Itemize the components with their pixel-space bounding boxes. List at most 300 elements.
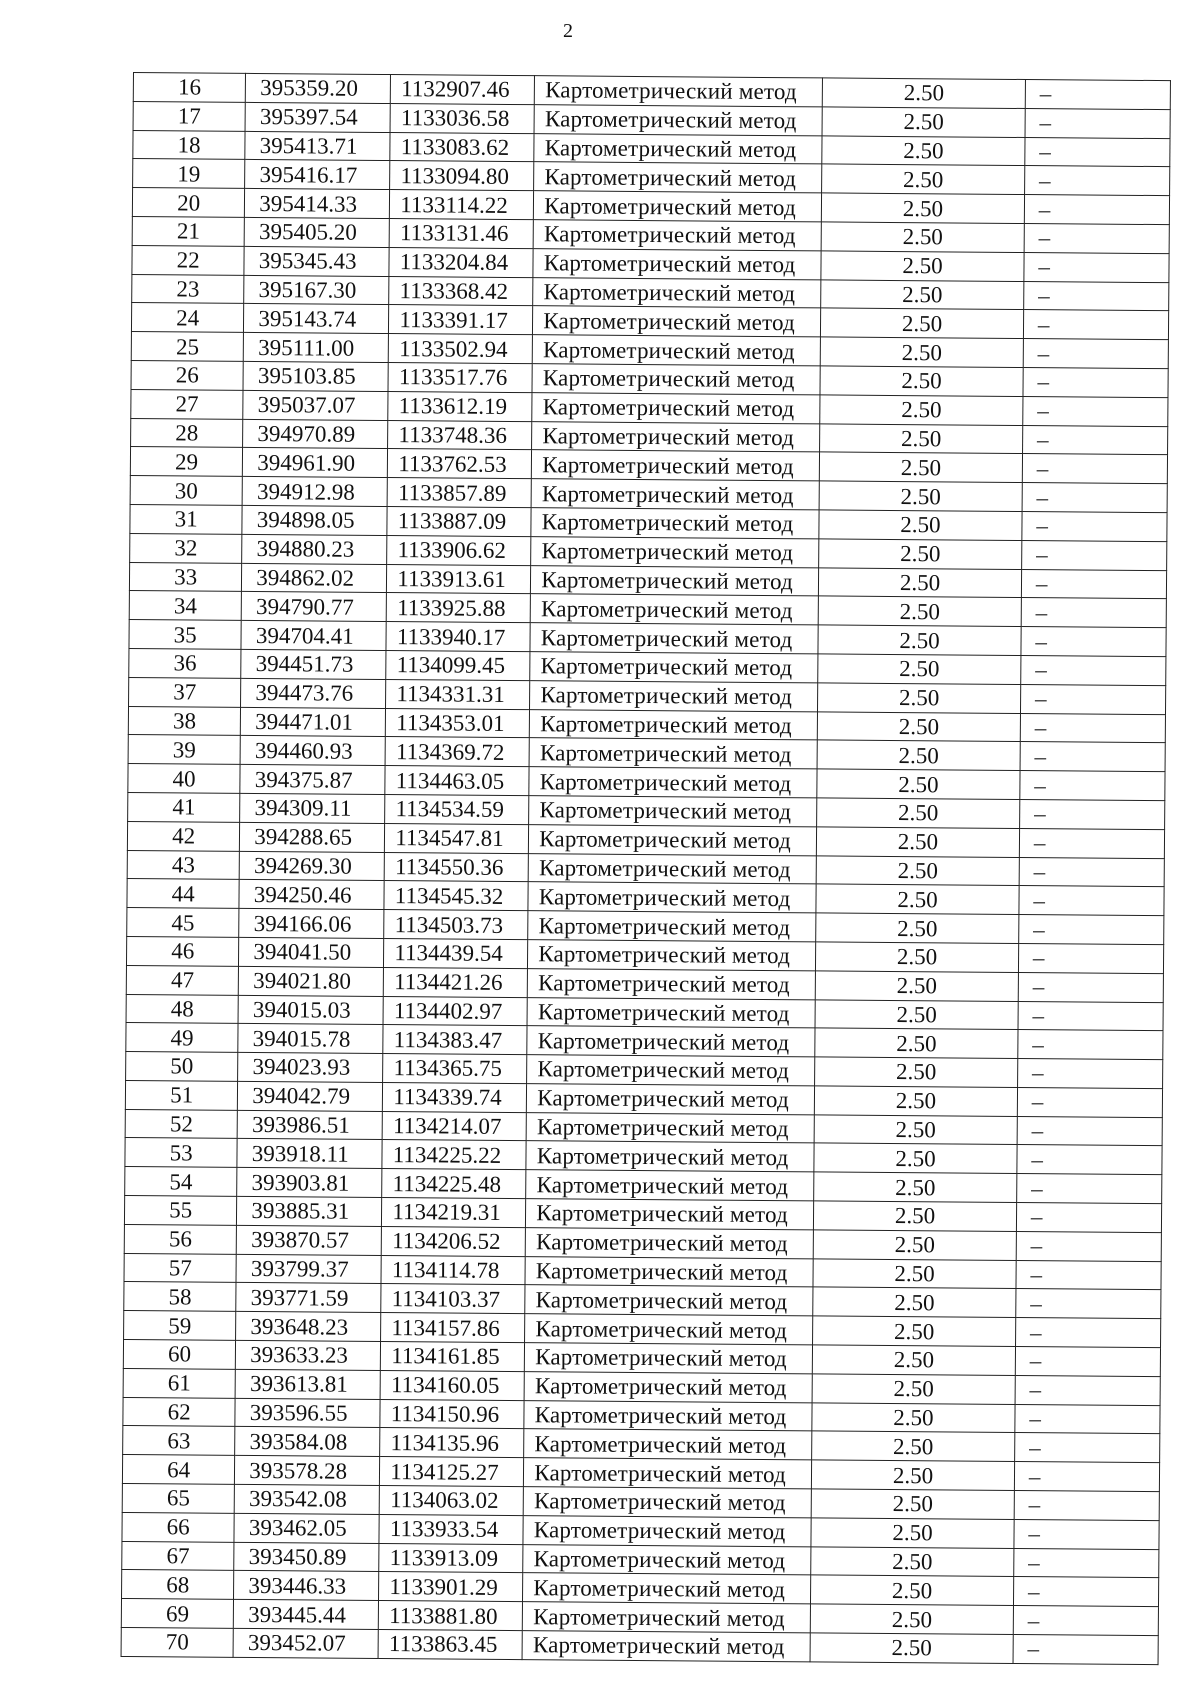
method-cell: Картометрический метод <box>525 1343 813 1374</box>
method-cell: Картометрический метод <box>525 1227 813 1258</box>
method-cell: Картометрический метод <box>533 220 821 251</box>
x-coordinate-cell: 394250.46 <box>239 880 384 910</box>
point-number-cell: 56 <box>124 1224 237 1254</box>
note-cell: – <box>1019 828 1164 858</box>
note-cell: – <box>1023 310 1168 340</box>
method-cell: Картометрический метод <box>524 1429 812 1460</box>
y-coordinate-cell: 1134225.22 <box>382 1140 526 1170</box>
point-number-cell: 53 <box>125 1138 238 1168</box>
x-coordinate-cell: 393446.33 <box>234 1571 379 1601</box>
point-number-cell: 46 <box>126 936 239 966</box>
accuracy-cell: 2.50 <box>815 999 1018 1029</box>
point-number-cell: 59 <box>124 1311 237 1341</box>
accuracy-cell: 2.50 <box>815 1028 1018 1058</box>
accuracy-cell: 2.50 <box>821 193 1024 223</box>
point-number-cell: 67 <box>122 1541 235 1571</box>
accuracy-cell: 2.50 <box>818 596 1021 626</box>
x-coordinate-cell: 395416.17 <box>245 160 390 190</box>
note-cell: – <box>1024 223 1169 253</box>
method-cell: Картометрический метод <box>527 1026 815 1057</box>
accuracy-cell: 2.50 <box>819 481 1022 511</box>
x-coordinate-cell: 393903.81 <box>237 1168 382 1198</box>
point-number-cell: 47 <box>126 965 239 995</box>
method-cell: Картометрический метод <box>523 1573 811 1604</box>
accuracy-cell: 2.50 <box>819 452 1022 482</box>
y-coordinate-cell: 1134099.45 <box>386 650 530 680</box>
method-cell: Картометрический метод <box>535 76 823 107</box>
x-coordinate-cell: 393578.28 <box>235 1456 380 1486</box>
y-coordinate-cell: 1134421.26 <box>384 967 528 997</box>
point-number-cell: 31 <box>130 504 243 534</box>
point-number-cell: 27 <box>131 389 244 419</box>
method-cell: Картометрический метод <box>524 1371 812 1402</box>
point-number-cell: 19 <box>133 159 246 189</box>
method-cell: Картометрический метод <box>523 1487 811 1518</box>
x-coordinate-cell: 394021.80 <box>239 966 384 996</box>
x-coordinate-cell: 394473.76 <box>241 678 386 708</box>
method-cell: Картометрический метод <box>534 191 822 222</box>
x-coordinate-cell: 394471.01 <box>241 707 386 737</box>
note-cell: – <box>1017 1059 1162 1089</box>
x-coordinate-cell: 395414.33 <box>245 189 390 219</box>
accuracy-cell: 2.50 <box>819 539 1022 569</box>
note-cell: – <box>1013 1577 1158 1607</box>
method-cell: Картометрический метод <box>525 1314 813 1345</box>
note-cell: – <box>1019 857 1164 887</box>
accuracy-cell: 2.50 <box>816 913 1019 943</box>
y-coordinate-cell: 1134063.02 <box>380 1486 524 1516</box>
note-cell: – <box>1020 799 1165 829</box>
y-coordinate-cell: 1133083.62 <box>390 132 534 162</box>
method-cell: Картометрический метод <box>526 1141 814 1172</box>
note-cell: – <box>1025 108 1170 138</box>
x-coordinate-cell: 393450.89 <box>234 1542 379 1572</box>
point-number-cell: 60 <box>123 1340 236 1370</box>
y-coordinate-cell: 1133913.09 <box>379 1543 523 1573</box>
method-cell: Картометрический метод <box>528 911 816 942</box>
point-number-cell: 41 <box>128 792 241 822</box>
note-cell: – <box>1013 1634 1158 1664</box>
x-coordinate-cell: 394288.65 <box>240 822 385 852</box>
y-coordinate-cell: 1134339.74 <box>383 1082 527 1112</box>
accuracy-cell: 2.50 <box>812 1374 1015 1404</box>
x-coordinate-cell: 395413.71 <box>245 131 390 161</box>
point-number-cell: 61 <box>123 1368 236 1398</box>
y-coordinate-cell: 1133906.62 <box>387 535 531 565</box>
x-coordinate-cell: 394961.90 <box>243 448 388 478</box>
y-coordinate-cell: 1134439.54 <box>384 938 528 968</box>
y-coordinate-cell: 1133368.42 <box>389 276 533 306</box>
point-number-cell: 43 <box>127 850 240 880</box>
x-coordinate-cell: 395143.74 <box>244 304 389 334</box>
accuracy-cell: 2.50 <box>820 337 1023 367</box>
y-coordinate-cell: 1134157.86 <box>381 1313 525 1343</box>
accuracy-cell: 2.50 <box>817 740 1020 770</box>
x-coordinate-cell: 395167.30 <box>244 275 389 305</box>
x-coordinate-cell: 393445.44 <box>234 1600 379 1630</box>
x-coordinate-cell: 395037.07 <box>243 390 388 420</box>
method-cell: Картометрический метод <box>525 1285 813 1316</box>
x-coordinate-cell: 394790.77 <box>242 592 387 622</box>
x-coordinate-cell: 393885.31 <box>237 1196 382 1226</box>
x-coordinate-cell: 395111.00 <box>244 333 389 363</box>
point-number-cell: 18 <box>133 130 246 160</box>
x-coordinate-cell: 395397.54 <box>245 102 390 132</box>
note-cell: – <box>1016 1231 1161 1261</box>
note-cell: – <box>1021 655 1166 685</box>
method-cell: Картометрический метод <box>530 623 818 654</box>
y-coordinate-cell: 1134135.96 <box>380 1428 524 1458</box>
y-coordinate-cell: 1133881.80 <box>379 1601 523 1631</box>
accuracy-cell: 2.50 <box>820 395 1023 425</box>
note-cell: – <box>1018 972 1163 1002</box>
method-cell: Картометрический метод <box>533 248 821 279</box>
note-cell: – <box>1017 1174 1162 1204</box>
accuracy-cell: 2.50 <box>822 78 1025 108</box>
note-cell: – <box>1022 483 1167 513</box>
accuracy-cell: 2.50 <box>821 251 1024 281</box>
accuracy-cell: 2.50 <box>816 884 1019 914</box>
y-coordinate-cell: 1134114.78 <box>381 1255 525 1285</box>
accuracy-cell: 2.50 <box>816 827 1019 857</box>
point-number-cell: 22 <box>132 245 245 275</box>
point-number-cell: 65 <box>122 1484 235 1514</box>
y-coordinate-cell: 1134219.31 <box>382 1198 526 1228</box>
accuracy-cell: 2.50 <box>815 971 1018 1001</box>
point-number-cell: 35 <box>129 620 242 650</box>
accuracy-cell: 2.50 <box>810 1604 1013 1634</box>
note-cell: – <box>1014 1519 1159 1549</box>
note-cell: – <box>1015 1347 1160 1377</box>
y-coordinate-cell: 1134331.31 <box>386 679 530 709</box>
accuracy-cell: 2.50 <box>812 1460 1015 1490</box>
x-coordinate-cell: 394042.79 <box>238 1081 383 1111</box>
y-coordinate-cell: 1132907.46 <box>391 75 535 105</box>
y-coordinate-cell: 1134463.05 <box>385 766 529 796</box>
accuracy-cell: 2.50 <box>814 1115 1017 1145</box>
point-number-cell: 57 <box>124 1253 237 1283</box>
method-cell: Картометрический метод <box>529 767 817 798</box>
y-coordinate-cell: 1133863.45 <box>378 1630 522 1660</box>
point-number-cell: 49 <box>126 1023 239 1053</box>
point-number-cell: 25 <box>131 332 244 362</box>
method-cell: Картометрический метод <box>527 1055 815 1086</box>
method-cell: Картометрический метод <box>524 1458 812 1489</box>
point-number-cell: 37 <box>129 677 242 707</box>
note-cell: – <box>1024 281 1169 311</box>
note-cell: – <box>1025 80 1170 110</box>
note-cell: – <box>1018 943 1163 973</box>
method-cell: Картометрический метод <box>523 1515 811 1546</box>
point-number-cell: 33 <box>129 562 242 592</box>
accuracy-cell: 2.50 <box>821 222 1024 252</box>
note-cell: – <box>1025 137 1170 167</box>
method-cell: Картометрический метод <box>530 709 818 740</box>
method-cell: Картометрический метод <box>531 565 819 596</box>
x-coordinate-cell: 393771.59 <box>236 1283 381 1313</box>
accuracy-cell: 2.50 <box>814 1201 1017 1231</box>
point-number-cell: 63 <box>123 1426 236 1456</box>
y-coordinate-cell: 1134125.27 <box>380 1457 524 1487</box>
x-coordinate-cell: 394970.89 <box>243 419 388 449</box>
accuracy-cell: 2.50 <box>817 769 1020 799</box>
accuracy-cell: 2.50 <box>822 136 1025 166</box>
method-cell: Картометрический метод <box>523 1602 811 1633</box>
x-coordinate-cell: 394375.87 <box>240 764 385 794</box>
accuracy-cell: 2.50 <box>812 1345 1015 1375</box>
x-coordinate-cell: 393452.07 <box>233 1628 378 1658</box>
x-coordinate-cell: 394309.11 <box>240 793 385 823</box>
y-coordinate-cell: 1134503.73 <box>384 910 528 940</box>
accuracy-cell: 2.50 <box>820 366 1023 396</box>
point-number-cell: 38 <box>128 706 241 736</box>
y-coordinate-cell: 1134103.37 <box>381 1284 525 1314</box>
method-cell: Картометрический метод <box>524 1400 812 1431</box>
point-number-cell: 51 <box>125 1080 238 1110</box>
note-cell: – <box>1019 886 1164 916</box>
method-cell: Картометрический метод <box>526 1170 814 1201</box>
x-coordinate-cell: 394704.41 <box>241 621 386 651</box>
note-cell: – <box>1013 1606 1158 1636</box>
coordinates-table <box>121 72 1171 1665</box>
accuracy-cell: 2.50 <box>818 654 1021 684</box>
accuracy-cell: 2.50 <box>819 510 1022 540</box>
note-cell: – <box>1015 1433 1160 1463</box>
note-cell: – <box>1017 1087 1162 1117</box>
x-coordinate-cell: 395103.85 <box>243 361 388 391</box>
accuracy-cell: 2.50 <box>817 711 1020 741</box>
y-coordinate-cell: 1134150.96 <box>380 1399 524 1429</box>
method-cell: Картометрический метод <box>527 968 815 999</box>
x-coordinate-cell: 393596.55 <box>235 1398 380 1428</box>
method-cell: Картометрический метод <box>531 479 819 510</box>
note-cell: – <box>1014 1491 1159 1521</box>
x-coordinate-cell: 393870.57 <box>237 1225 382 1255</box>
note-cell: – <box>1023 339 1168 369</box>
point-number-cell: 58 <box>124 1282 237 1312</box>
note-cell: – <box>1017 1145 1162 1175</box>
point-number-cell: 66 <box>122 1512 235 1542</box>
x-coordinate-cell: 394015.03 <box>238 995 383 1025</box>
accuracy-cell: 2.50 <box>822 164 1025 194</box>
accuracy-cell: 2.50 <box>811 1489 1014 1519</box>
point-number-cell: 24 <box>131 303 244 333</box>
point-number-cell: 52 <box>125 1109 238 1139</box>
x-coordinate-cell: 393648.23 <box>236 1312 381 1342</box>
method-cell: Картометрический метод <box>528 882 816 913</box>
note-cell: – <box>1023 367 1168 397</box>
x-coordinate-cell: 393542.08 <box>234 1484 379 1514</box>
point-number-cell: 26 <box>131 360 244 390</box>
x-coordinate-cell: 395359.20 <box>246 73 391 103</box>
point-number-cell: 16 <box>133 73 246 103</box>
note-cell: – <box>1022 454 1167 484</box>
note-cell: – <box>1021 627 1166 657</box>
point-number-cell: 42 <box>127 821 240 851</box>
y-coordinate-cell: 1134534.59 <box>385 794 529 824</box>
point-number-cell: 69 <box>121 1599 234 1629</box>
accuracy-cell: 2.50 <box>821 279 1024 309</box>
note-cell: – <box>1017 1116 1162 1146</box>
note-cell: – <box>1016 1260 1161 1290</box>
point-number-cell: 54 <box>125 1167 238 1197</box>
y-coordinate-cell: 1133762.53 <box>388 449 532 479</box>
y-coordinate-cell: 1133748.36 <box>388 420 532 450</box>
x-coordinate-cell: 393613.81 <box>235 1369 380 1399</box>
y-coordinate-cell: 1134206.52 <box>382 1226 526 1256</box>
x-coordinate-cell: 393918.11 <box>237 1139 382 1169</box>
method-cell: Картометрический метод <box>526 1199 814 1230</box>
coordinates-table-wrapper <box>121 72 1171 1665</box>
note-cell: – <box>1023 396 1168 426</box>
point-number-cell: 48 <box>126 994 239 1024</box>
accuracy-cell: 2.50 <box>811 1575 1014 1605</box>
y-coordinate-cell: 1133857.89 <box>387 478 531 508</box>
method-cell: Картометрический метод <box>529 796 817 827</box>
method-cell: Картометрический метод <box>527 1084 815 1115</box>
point-number-cell: 40 <box>128 764 241 794</box>
method-cell: Картометрический метод <box>532 364 820 395</box>
note-cell: – <box>1022 540 1167 570</box>
method-cell: Картометрический метод <box>532 450 820 481</box>
x-coordinate-cell: 394015.78 <box>238 1024 383 1054</box>
method-cell: Картометрический метод <box>531 508 819 539</box>
point-number-cell: 17 <box>133 101 246 131</box>
accuracy-cell: 2.50 <box>814 1172 1017 1202</box>
method-cell: Картометрический метод <box>531 536 819 567</box>
accuracy-cell: 2.50 <box>820 423 1023 453</box>
point-number-cell: 39 <box>128 735 241 765</box>
point-number-cell: 70 <box>121 1627 234 1657</box>
y-coordinate-cell: 1134161.85 <box>381 1342 525 1372</box>
note-cell: – <box>1015 1318 1160 1348</box>
accuracy-cell: 2.50 <box>814 1086 1017 1116</box>
y-coordinate-cell: 1134369.72 <box>385 737 529 767</box>
note-cell: – <box>1020 684 1165 714</box>
note-cell: – <box>1014 1548 1159 1578</box>
y-coordinate-cell: 1133933.54 <box>379 1514 523 1544</box>
y-coordinate-cell: 1133517.76 <box>388 362 532 392</box>
x-coordinate-cell: 393799.37 <box>236 1254 381 1284</box>
x-coordinate-cell: 395405.20 <box>244 217 389 247</box>
method-cell: Картометрический метод <box>532 392 820 423</box>
point-number-cell: 45 <box>127 908 240 938</box>
x-coordinate-cell: 394880.23 <box>242 534 387 564</box>
note-cell: – <box>1024 195 1169 225</box>
x-coordinate-cell: 393462.05 <box>234 1513 379 1543</box>
method-cell: Картометрический метод <box>526 1112 814 1143</box>
y-coordinate-cell: 1133913.61 <box>387 564 531 594</box>
y-coordinate-cell: 1133925.88 <box>387 593 531 623</box>
accuracy-cell: 2.50 <box>813 1316 1016 1346</box>
method-cell: Картометрический метод <box>527 997 815 1028</box>
point-number-cell: 34 <box>129 591 242 621</box>
y-coordinate-cell: 1133204.84 <box>389 247 533 277</box>
accuracy-cell: 2.50 <box>813 1287 1016 1317</box>
y-coordinate-cell: 1133036.58 <box>390 103 534 133</box>
note-cell: – <box>1015 1404 1160 1434</box>
accuracy-cell: 2.50 <box>819 567 1022 597</box>
point-number-cell: 20 <box>132 188 245 218</box>
x-coordinate-cell: 393584.08 <box>235 1427 380 1457</box>
point-number-cell: 62 <box>123 1397 236 1427</box>
accuracy-cell: 2.50 <box>811 1547 1014 1577</box>
y-coordinate-cell: 1133612.19 <box>388 391 532 421</box>
x-coordinate-cell: 394898.05 <box>242 505 387 535</box>
method-cell: Картометрический метод <box>530 680 818 711</box>
method-cell: Картометрический метод <box>529 824 817 855</box>
point-number-cell: 30 <box>130 476 243 506</box>
x-coordinate-cell: 394269.30 <box>239 851 384 881</box>
y-coordinate-cell: 1134550.36 <box>384 852 528 882</box>
y-coordinate-cell: 1133887.09 <box>387 506 531 536</box>
y-coordinate-cell: 1133391.17 <box>389 305 533 335</box>
x-coordinate-cell: 393633.23 <box>236 1340 381 1370</box>
method-cell: Картометрический метод <box>534 162 822 193</box>
accuracy-cell: 2.50 <box>814 1143 1017 1173</box>
accuracy-cell: 2.50 <box>812 1431 1015 1461</box>
method-cell: Картометрический метод <box>530 594 818 625</box>
method-cell: Картометрический метод <box>528 940 816 971</box>
note-cell: – <box>1020 742 1165 772</box>
note-cell: – <box>1022 425 1167 455</box>
note-cell: – <box>1019 915 1164 945</box>
method-cell: Картометрический метод <box>530 652 818 683</box>
note-cell: – <box>1021 598 1166 628</box>
method-cell: Картометрический метод <box>523 1544 811 1575</box>
note-cell: – <box>1018 1030 1163 1060</box>
method-cell: Картометрический метод <box>528 853 816 884</box>
method-cell: Картометрический метод <box>533 277 821 308</box>
x-coordinate-cell: 394023.93 <box>238 1052 383 1082</box>
method-cell: Картометрический метод <box>525 1256 813 1287</box>
note-cell: – <box>1020 713 1165 743</box>
y-coordinate-cell: 1134545.32 <box>384 881 528 911</box>
note-cell: – <box>1020 771 1165 801</box>
accuracy-cell: 2.50 <box>813 1259 1016 1289</box>
accuracy-cell: 2.50 <box>811 1518 1014 1548</box>
x-coordinate-cell: 394862.02 <box>242 563 387 593</box>
accuracy-cell: 2.50 <box>818 683 1021 713</box>
y-coordinate-cell: 1134365.75 <box>383 1054 527 1084</box>
accuracy-cell: 2.50 <box>822 107 1025 137</box>
point-number-cell: 36 <box>129 648 242 678</box>
page-number: 2 <box>563 20 573 42</box>
method-cell: Картометрический метод <box>533 306 821 337</box>
x-coordinate-cell: 394912.98 <box>242 477 387 507</box>
x-coordinate-cell: 395345.43 <box>244 246 389 276</box>
y-coordinate-cell: 1133502.94 <box>389 334 533 364</box>
x-coordinate-cell: 394451.73 <box>241 649 386 679</box>
method-cell: Картометрический метод <box>534 104 822 135</box>
coordinates-table-body <box>121 73 1170 1665</box>
y-coordinate-cell: 1134160.05 <box>380 1370 524 1400</box>
point-number-cell: 64 <box>122 1455 235 1485</box>
x-coordinate-cell: 394166.06 <box>239 908 384 938</box>
accuracy-cell: 2.50 <box>816 855 1019 885</box>
point-number-cell: 55 <box>124 1196 237 1226</box>
accuracy-cell: 2.50 <box>816 942 1019 972</box>
method-cell: Картометрический метод <box>522 1631 810 1662</box>
y-coordinate-cell: 1133094.80 <box>390 161 534 191</box>
accuracy-cell: 2.50 <box>810 1633 1013 1663</box>
y-coordinate-cell: 1134225.48 <box>382 1169 526 1199</box>
note-cell: – <box>1016 1289 1161 1319</box>
accuracy-cell: 2.50 <box>813 1230 1016 1260</box>
point-number-cell: 28 <box>131 418 244 448</box>
accuracy-cell: 2.50 <box>815 1057 1018 1087</box>
note-cell: – <box>1014 1462 1159 1492</box>
